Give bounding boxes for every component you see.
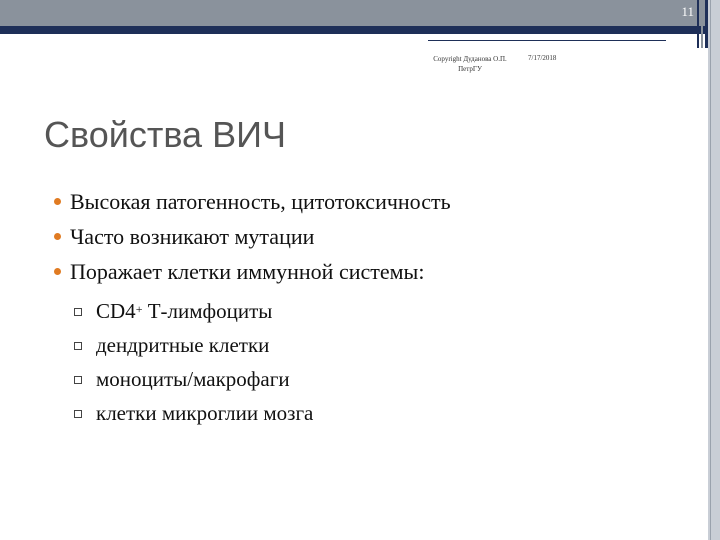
- footer-divider: [428, 40, 666, 41]
- header-band: [0, 0, 708, 26]
- sub-bullet-item: [74, 294, 313, 328]
- sub-bullet-item: [74, 328, 313, 362]
- copyright-text: [420, 54, 520, 74]
- bullet-text: Высокая патогенность, цитотоксичность: [70, 189, 451, 214]
- slide-number: 11: [681, 4, 694, 19]
- copyright-line2: ПетрГУ: [458, 65, 482, 73]
- square-bullet-icon: [74, 342, 82, 350]
- sub-bullet-text: CD4: [96, 299, 136, 323]
- bullet-item: [54, 184, 451, 219]
- bullet-list: [54, 184, 451, 289]
- bullet-item: [54, 254, 451, 289]
- bullet-text: Часто возникают мутации: [70, 224, 315, 249]
- right-edge-line: [710, 0, 711, 540]
- bullet-dot-icon: [54, 233, 61, 240]
- square-bullet-icon: [74, 410, 82, 418]
- square-bullet-icon: [74, 308, 82, 316]
- sub-bullet-text: клетки микроглии мозга: [96, 401, 314, 425]
- square-bullet-icon: [74, 376, 82, 384]
- sub-bullet-text-rest: Т-лимфоциты: [142, 299, 273, 323]
- bullet-dot-icon: [54, 198, 61, 205]
- bullet-dot-icon: [54, 268, 61, 275]
- bullet-text: Поражает клетки иммунной системы:: [70, 259, 425, 284]
- copyright-line1: Copyright Дуданова О.П.: [433, 55, 507, 63]
- bullet-item: [54, 219, 451, 254]
- slide-date: 7/17/2018: [528, 54, 557, 62]
- decor-stripe: [697, 0, 699, 48]
- decor-stripe: [701, 0, 703, 48]
- header-accent-band: [0, 26, 708, 34]
- superscript: +: [135, 302, 143, 316]
- slide-title: Свойства ВИЧ: [44, 114, 286, 155]
- sub-bullet-text: дендритные клетки: [96, 333, 270, 357]
- sub-bullet-item: [74, 362, 313, 396]
- sub-bullet-list: [74, 294, 313, 430]
- sub-bullet-item: [74, 396, 313, 430]
- sub-bullet-text: моноциты/макрофаги: [96, 367, 290, 391]
